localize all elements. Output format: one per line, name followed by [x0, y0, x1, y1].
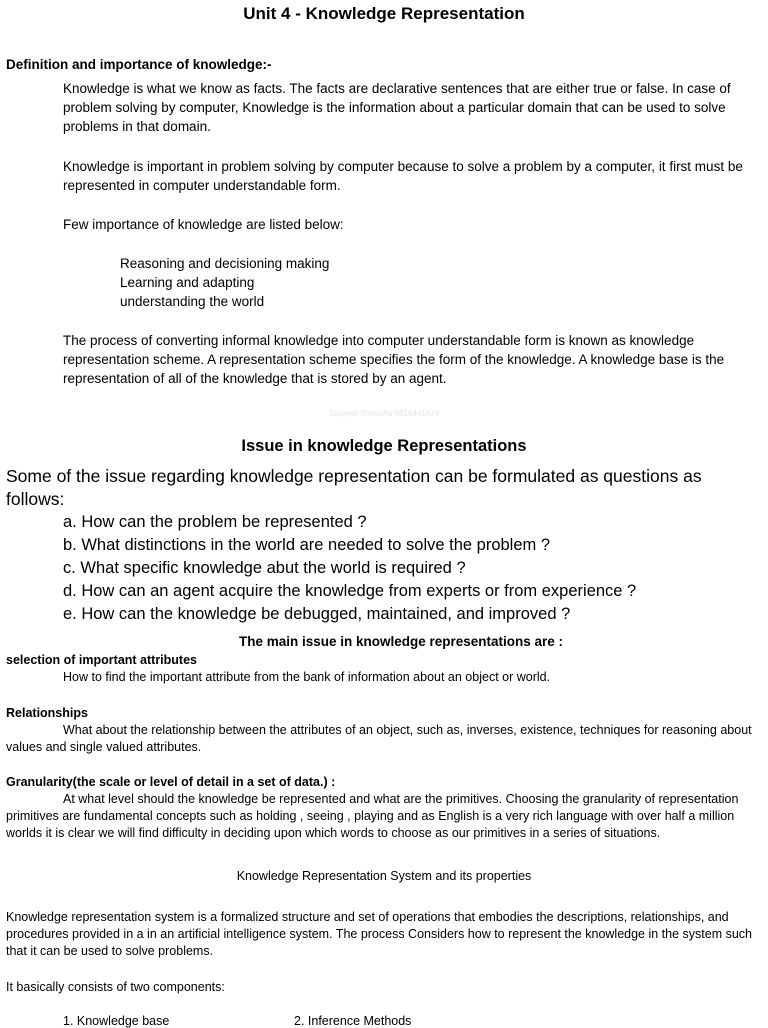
questions-list [63, 511, 636, 626]
page-title: Unit 4 - Knowledge Representation [243, 4, 525, 23]
component-knowledge-base: 1. Knowledge base [63, 1014, 170, 1028]
representation-scheme-paragraph: The process of converting informal knowledge into computer understandable form is known as knowledge representation scheme. A representation scheme specifies the form of the knowledge. A knowledge base is the representation of all of the knowledge that is stored by an agent. [63, 333, 725, 386]
list-item: Learning and adapting [120, 275, 255, 290]
importance-list [120, 254, 329, 311]
importance-list-intro: Few importance of knowledge are listed below: [63, 217, 344, 232]
definition-paragraph: Knowledge is what we know as facts. The facts are declarative sentences that are either true or false. In case of problem solving by computer, Knowledge is the information about a particular domain that can be used to solve problems in that domain. [63, 81, 731, 134]
main-issue-heading: The main issue in knowledge representations are : [238, 634, 564, 649]
issues-intro: Some of the issue regarding knowledge representation can be formulated as questions as follows: [6, 466, 702, 509]
list-item: understanding the world [120, 294, 265, 309]
definition-heading: Definition and importance of knowledge:- [6, 57, 272, 72]
list-item: c. What specific knowledge abut the world is required ? [63, 559, 466, 577]
granularity-text: At what level should the knowledge be represented and what are the primitives. Choosing the granularity of representation primitives are fundamental concepts such as holding , seeing , playing and as English is a very rich language with over half a million worlds it is clear we will find difficulty in deciding upon which words to choose as our primitives in a series of situations. [6, 792, 739, 840]
krs-heading: Knowledge Representation System and its properties [236, 869, 532, 883]
component-inference-methods: 2. Inference Methods [294, 1014, 412, 1028]
list-item: Reasoning and decisioning making [120, 256, 330, 271]
granularity-heading: Granularity(the scale or level of detail in a set of data.) : [6, 775, 336, 789]
relationships-text: What about the relationship between the attributes of an object, such as, inverses, existence, techniques for reasoning about values and single valued attributes. [6, 723, 752, 754]
attributes-heading: selection of important attributes [6, 653, 197, 667]
krs-paragraph: Knowledge representation system is a formalized structure and set of operations that embodies the descriptions, relationships, and procedures provided in a in an artificial intelligence system. The process Considers how to represent the knowledge in the system such that it can be used to solve problems. [6, 910, 752, 958]
issues-heading: Issue in knowledge Representations [241, 437, 527, 455]
list-item: e. How can the knowledge be debugged, maintained, and improved ? [63, 605, 571, 623]
attributes-text: How to find the important attribute from the bank of information about an object or world. [63, 670, 551, 684]
list-item: b. What distinctions in the world are needed to solve the problem ? [63, 536, 551, 554]
watermark: Sanjeeb Shrestha 9815441474 [328, 409, 440, 418]
krs-components-intro: It basically consists of two components: [6, 980, 225, 994]
list-item: a. How can the problem be represented ? [63, 513, 367, 531]
list-item: d. How can an agent acquire the knowledge from experts or from experience ? [63, 582, 637, 600]
importance-paragraph: Knowledge is important in problem solving by computer because to solve a problem by a computer, it first must be represented in computer understandable form. [63, 159, 743, 193]
relationships-heading: Relationships [6, 706, 88, 720]
